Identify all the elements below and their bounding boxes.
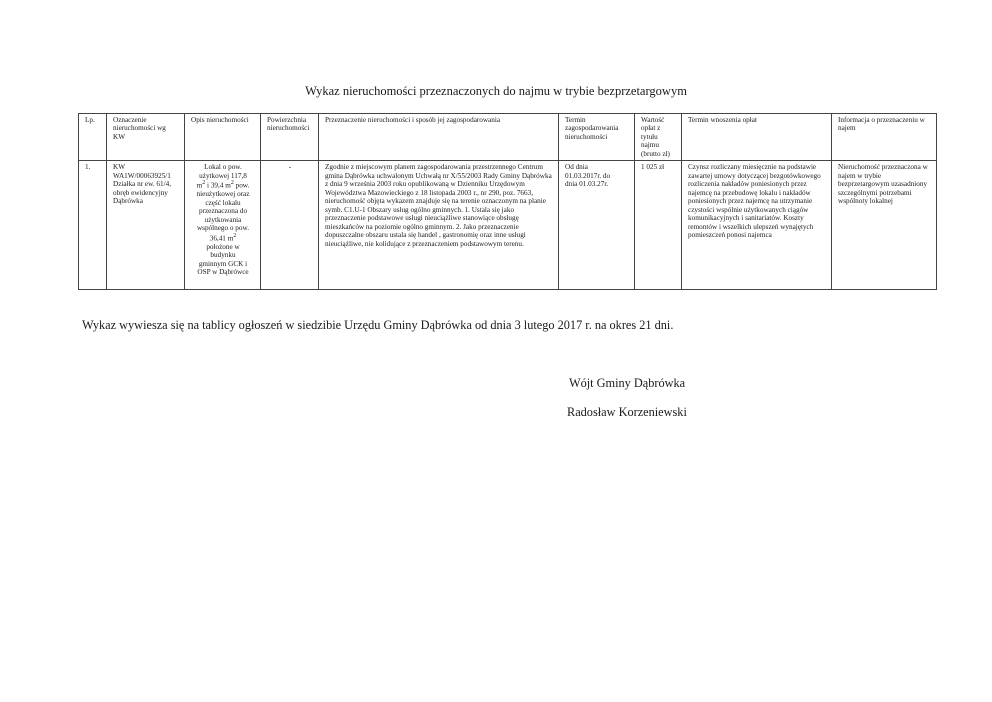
opis-text-a: Lokal o pow. użytkowej 117,8 m (196, 163, 247, 190)
table-header-row (79, 114, 937, 161)
signature-name: Radosław Korzeniewski (567, 405, 687, 419)
opis-text-c: pow. nieużytkowej oraz część lokalu przeznaczona do użytkowania wspólnego o pow. 36,41 m (196, 181, 250, 243)
cell-przeznaczenie: Zgodnie z miejscowym planem zagospodarowania przestrzennego Centrum gmina Dąbrówka uchwalonym Uchwałą nr X/55/2003 Rady Gminy Dąbrówka z dnia 9 września 2003 roku opublikowaną w Dzienniku Urzędowym Województwa Mazowieckiego z 18 listopada 2003 r., nr 290, poz. 7663, nieruchomość objęta wykazem znajduje się na terenie oznaczonym na planie symb. C1.U-1 Obszary usług ogólno gminnych. 1. Ustala się jako przeznaczenie podstawowe usługi nieuciążliwe stanowiące obsługę mieszkańców na poziomie ogólno gminnym. 2. Jako przeznaczenie dopuszczalne obszaru ustala się handel , gastronomię oraz inne usługi nieuciążliwe, nie kolidujące z przeznaczeniem podstawowym terenu. (319, 161, 559, 290)
cell-opis (185, 161, 261, 290)
header-wartosc: Wartość opłat z tytułu najmu (brutto zł) (635, 114, 682, 161)
property-table (78, 113, 937, 290)
opis-text-b: i 39,4 m (205, 181, 231, 190)
header-opis: Opis nieruchomości (185, 114, 261, 161)
cell-wartosc: 1 025 zł (635, 161, 682, 290)
document-title: Wykaz nieruchomości przeznaczonych do najmu w trybie bezprzetargowym (305, 84, 687, 98)
header-przeznaczenie: Przeznaczenie nieruchomości i sposób jej zagospodarowania (319, 114, 559, 161)
cell-termin-zagospodarowania: Od dnia 01.03.2017r. do dnia 01.03.27r. (559, 161, 635, 290)
opis-sup-c: 2 (233, 232, 237, 239)
cell-powierzchnia: - (261, 161, 319, 290)
opis-text-d: położone w budynku gminnym GCK i OSP w Dąbrówce (197, 242, 249, 277)
notice-text: Wykaz wywiesza się na tablicy ogłoszeń w siedzibie Urzędu Gminy Dąbrówka od dnia 3 lutego 2017 r. na okres 21 dni. (82, 318, 674, 332)
signature-office: Wójt Gminy Dąbrówka (569, 376, 686, 390)
header-termin-zagospodarowania: Termin zagospodarowania nieruchomości (559, 114, 635, 161)
cell-termin-oplat: Czynsz rozliczany miesięcznie na podstawie zawartej umowy dotyczącej bezgotówkowego rozliczenia nakładów poniesionych przez najemcę na przebudowę lokalu i nakładów poniesionych przez najemcę na utrzymanie czystości wspólnie użytkowanych ciągów komunikacyjnych i sanitariatów. Koszty remontów i wszelkich ulepszeń wynajętych pomieszczeń ponosi najemca (682, 161, 832, 290)
header-powierzchnia: Powierzchnia nieruchomości (261, 114, 319, 161)
header-termin-oplat: Termin wnoszenia opłat (682, 114, 832, 161)
opis-sup-a: 2 (202, 180, 206, 187)
cell-informacja: Nieruchomość przeznaczona w najem w trybie bezprzetargowym uzasadniony szczególnymi potrzebami wspólnoty lokalnej (832, 161, 937, 290)
header-kw: Oznaczenie nieruchomości wg KW (107, 114, 185, 161)
header-informacja: Informacja o przeznaczeniu w najem (832, 114, 937, 161)
cell-lp: 1. (79, 161, 107, 290)
cell-kw: KW WA1W/00063925/1 Działka nr ew. 61/4, obręb ewidencyjny Dąbrówka (107, 161, 185, 290)
opis-sup-b: 2 (230, 180, 234, 187)
header-lp: Lp. (79, 114, 107, 161)
table-row (79, 161, 937, 290)
